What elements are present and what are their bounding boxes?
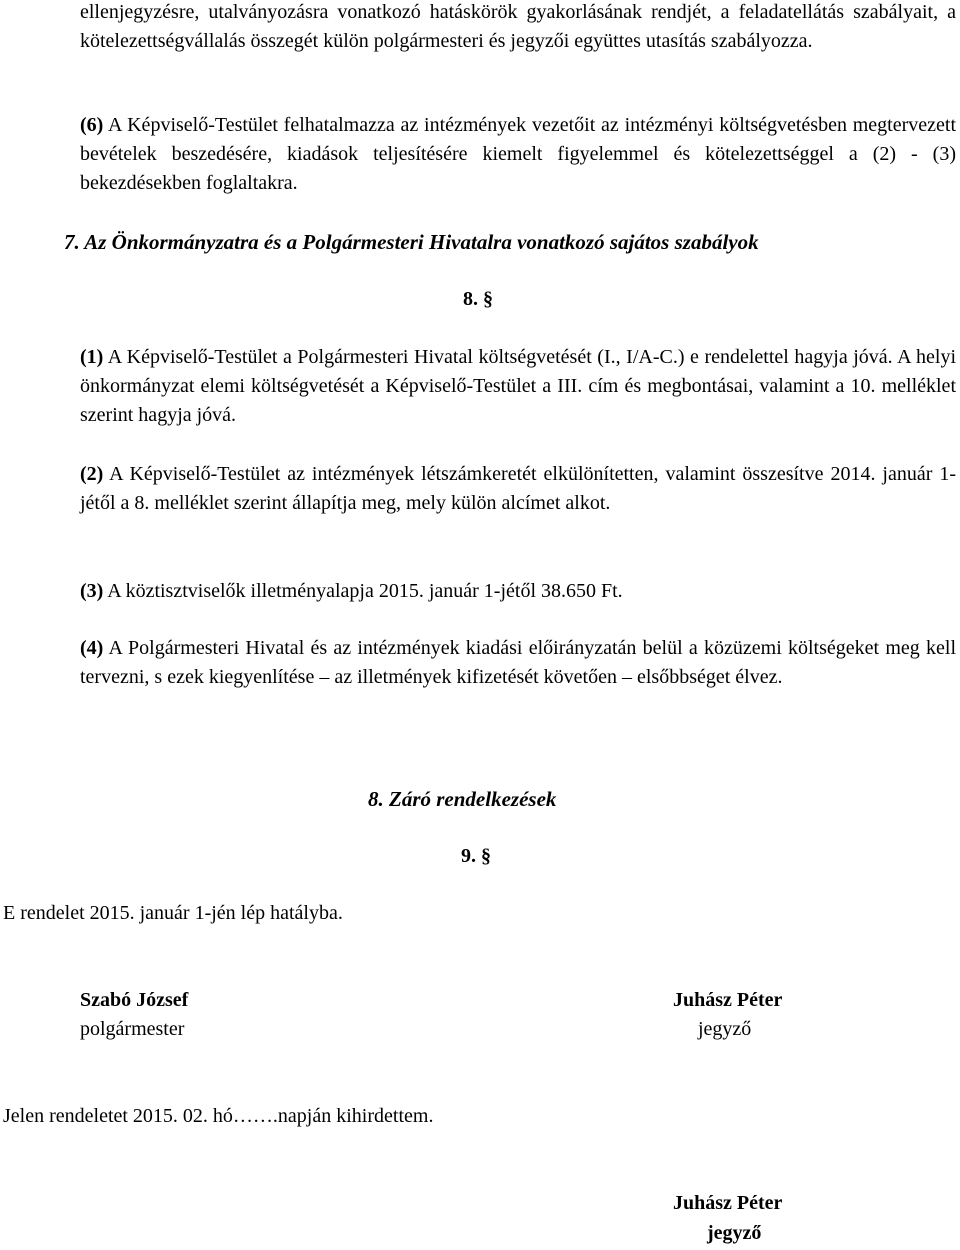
paragraph-number: (4) [80, 637, 104, 659]
effective-date-text: E rendelet 2015. január 1-jén lép hatályba. [3, 902, 343, 924]
publication-text: Jelen rendeletet 2015. 02. hó…….napján kihirdettem. [3, 1105, 434, 1127]
chapter-7-heading: 7. Az Önkormányzatra és a Polgármesteri Hivatalra vonatkozó sajátos szabályok [64, 230, 759, 254]
paragraph-text: A Képviselő-Testület a Polgármesteri Hivatal költségvetését (I., I/A-C.) e rendelettel hagyja jóvá. A helyi önkormányzat elemi költségvetését a Képviselő-Testület a III. cím és megbontásai, valamint a 10. melléklet szerint hagyja jóvá. [80, 346, 956, 426]
paragraph-6 [80, 111, 956, 198]
paragraph-number: (6) [80, 114, 104, 136]
section-8-heading: 8. § [463, 288, 493, 310]
paragraph-number: (1) [80, 346, 104, 368]
section-8-paragraph-3 [80, 577, 956, 606]
section-8-paragraph-1 [80, 343, 956, 430]
signature-right-name: Juhász Péter [673, 989, 783, 1011]
chapter-8-heading: 8. Záró rendelkezések [368, 787, 557, 811]
signature-bottom-title: jegyző [707, 1222, 762, 1244]
signature-right-title: jegyző [698, 1018, 752, 1040]
paragraph-number: (2) [80, 463, 104, 485]
section-8-paragraph-2 [80, 460, 956, 518]
paragraph-intro [80, 0, 956, 56]
signature-left-title: polgármester [80, 1018, 185, 1040]
section-9-heading: 9. § [461, 845, 491, 867]
paragraph-text: A Képviselő-Testület felhatalmazza az intézmények vezetőit az intézményi költségvetésben megtervezett bevételek beszedésére, kiadások teljesítésére kiemelt figyelemmel és kötelezettséggel a (2) - (3) bekezdésekben foglaltakra. [80, 114, 956, 194]
section-8-paragraph-4 [80, 634, 956, 692]
paragraph-text: A Polgármesteri Hivatal és az intézmények kiadási előirányzatán belül a közüzemi költségeket meg kell tervezni, s ezek kiegyenlítése – az illetmények kifizetését követően – elsőbbséget élvez. [80, 637, 956, 688]
paragraph-text: A köztisztviselők illetményalapja 2015. január 1-jétől 38.650 Ft. [103, 580, 623, 602]
signature-left-name: Szabó József [80, 989, 189, 1011]
paragraph-text: ellenjegyzésre, utalványozásra vonatkozó hatáskörök gyakorlásának rendjét, a feladatellátás szabályait, a kötelezettségvállalás összegét külön polgármesteri és jegyzői együttes utasítás szabályozza. [80, 1, 956, 52]
paragraph-number: (3) [80, 580, 104, 602]
signature-bottom-name: Juhász Péter [673, 1192, 783, 1214]
paragraph-text: A Képviselő-Testület az intézmények létszámkeretét elkülönítetten, valamint összesítve 2014. január 1-jétől a 8. melléklet szerint állapítja meg, mely külön alcímet alkot. [80, 463, 956, 514]
